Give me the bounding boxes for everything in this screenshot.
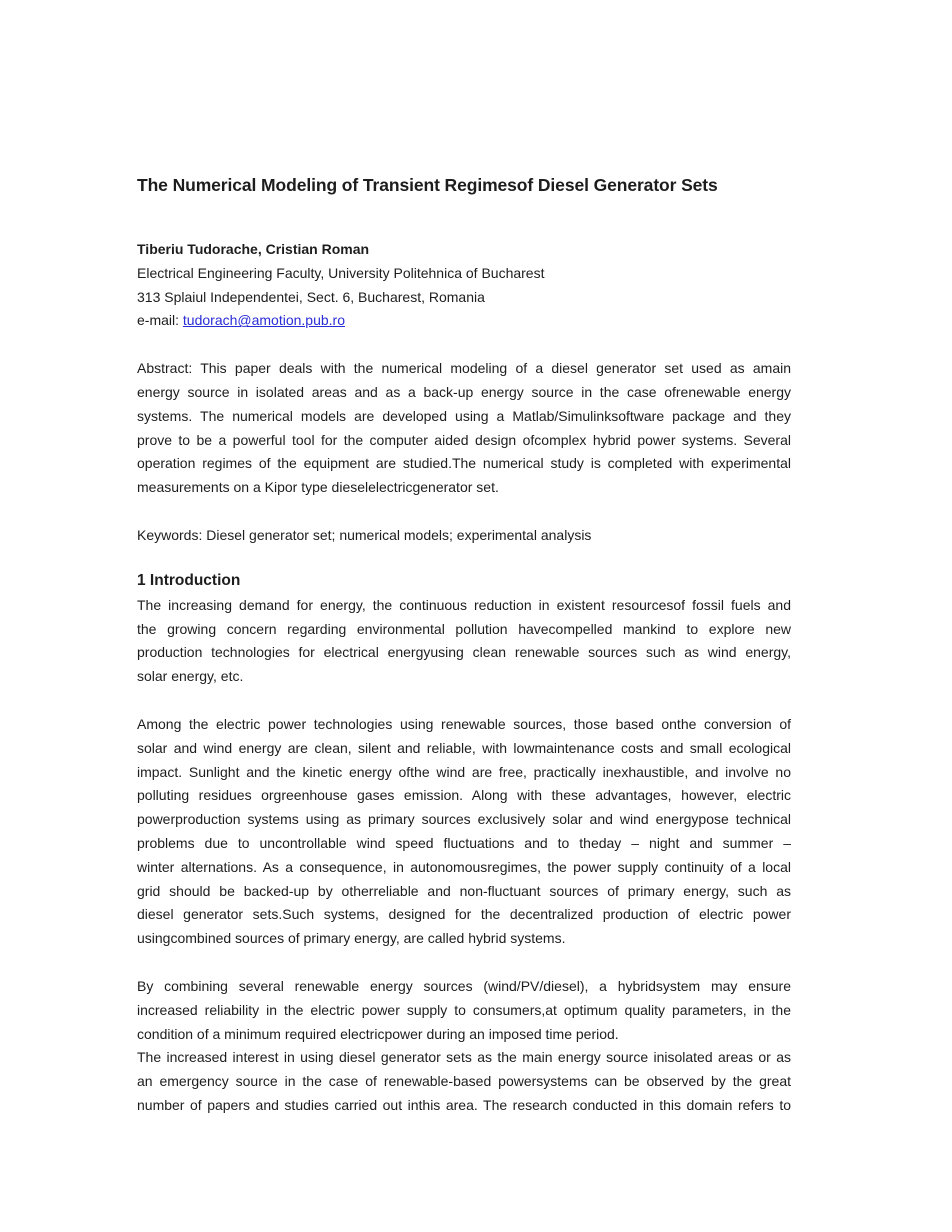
text-line: The increasing demand for energy, the continuous reduction in existent resourcesof fossil fuels and bbox=[137, 596, 791, 613]
document-body bbox=[137, 357, 791, 1118]
text-line: solar energy, etc. bbox=[137, 668, 244, 685]
affiliation-line: Electrical Engineering Faculty, University Politehnica of Bucharest bbox=[137, 264, 545, 281]
text-line: systems. The numerical models are developed using a Matlab/Simulinksoftware package and they bbox=[137, 407, 791, 424]
text-line: Among the electric power technologies using renewable sources, those based onthe conversion of bbox=[137, 715, 791, 732]
abstract-paragraph bbox=[137, 357, 791, 500]
text-line: winter alternations. As a consequence, in autonomousregimes, the power supply continuity of a local bbox=[137, 858, 791, 875]
text-line: polluting residues orgreenhouse gases emission. Along with these advantages, however, electric bbox=[137, 787, 791, 804]
text-line: operation regimes of the equipment are studied.The numerical study is completed with experimental bbox=[137, 455, 791, 472]
introduction-paragraph-2 bbox=[137, 713, 791, 951]
content-column bbox=[137, 172, 791, 1118]
text-line: energy source in isolated areas and as a back-up energy source in the case ofrenewable energy bbox=[137, 383, 791, 400]
text-line: the growing concern regarding environmental pollution havecompelled mankind to explore new bbox=[137, 620, 791, 637]
text-line: number of papers and studies carried out inthis area. The research conducted in this domain refers to bbox=[137, 1096, 791, 1113]
email-line bbox=[137, 309, 791, 333]
email-link[interactable]: tudorach@amotion.pub.ro bbox=[182, 312, 345, 329]
authors-line: Tiberiu Tudorache, Cristian Roman bbox=[137, 241, 370, 257]
section-1-introduction-heading: 1 Introduction bbox=[137, 571, 241, 589]
text-line: The increased interest in using diesel generator sets as the main energy source inisolated areas or as bbox=[137, 1049, 791, 1066]
keywords-line bbox=[137, 524, 791, 548]
text-line: impact. Sunlight and the kinetic energy ofthe wind are free, practically inexhaustible, and involve no bbox=[137, 763, 791, 780]
paper-title: The Numerical Modeling of Transient Regimesof Diesel Generator Sets bbox=[137, 175, 718, 195]
text-line: an emergency source in the case of renewable-based powersystems can be observed by the great bbox=[137, 1073, 791, 1090]
text-line: By combining several renewable energy sources (wind/PV/diesel), a hybridsystem may ensure bbox=[137, 977, 791, 994]
introduction-paragraph-3 bbox=[137, 975, 791, 1046]
text-line: production technologies for electrical energyusing clean renewable sources such as wind energy, bbox=[137, 644, 791, 661]
text-line: grid should be backed-up by otherreliable and non-fluctuant sources of primary energy, such as bbox=[137, 882, 791, 899]
text-line: powerproduction systems using as primary sources exclusively solar and wind energypose technical bbox=[137, 811, 791, 828]
text-line: Keywords: Diesel generator set; numerical models; experimental analysis bbox=[137, 526, 592, 543]
text-line: solar and wind energy are clean, silent and reliable, with lowmaintenance costs and small ecological bbox=[137, 739, 791, 756]
text-line: condition of a minimum required electricpower during an imposed time period. bbox=[137, 1025, 619, 1042]
text-line: diesel generator sets.Such systems, designed for the decentralized production of electric power bbox=[137, 906, 791, 923]
introduction-paragraph-4 bbox=[137, 1046, 791, 1117]
introduction-paragraph-1 bbox=[137, 594, 791, 689]
text-line: Abstract: This paper deals with the numerical modeling of a diesel generator set used as amain bbox=[137, 360, 791, 377]
text-line: prove to be a powerful tool for the computer aided design ofcomplex hybrid power systems. Several bbox=[137, 431, 791, 448]
author-block bbox=[137, 238, 791, 333]
text-line: increased reliability in the electric power supply to consumers,at optimum quality parameters, in the bbox=[137, 1001, 791, 1018]
text-line: usingcombined sources of primary energy, are called hybrid systems. bbox=[137, 930, 566, 947]
text-line: problems due to uncontrollable wind speed fluctuations and to theday – night and summer – bbox=[137, 834, 791, 851]
email-label: e-mail: bbox=[137, 312, 183, 329]
text-line: measurements on a Kipor type dieselelectricgenerator set. bbox=[137, 479, 499, 496]
address-line: 313 Splaiul Independentei, Sect. 6, Bucharest, Romania bbox=[137, 288, 485, 305]
